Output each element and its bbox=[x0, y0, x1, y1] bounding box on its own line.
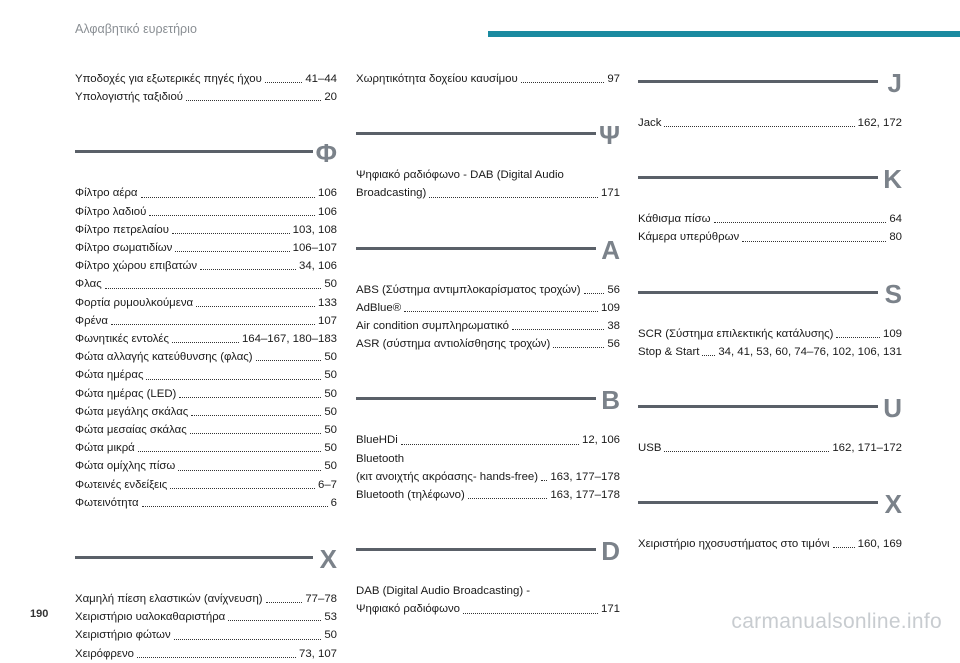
section-header bbox=[638, 395, 902, 439]
entry-term: Φωτεινότητα bbox=[75, 496, 139, 509]
index-section-psi bbox=[356, 122, 620, 202]
index-entry bbox=[75, 608, 337, 626]
index-entry bbox=[356, 468, 620, 486]
entry-term: Φίλτρο λαδιού bbox=[75, 205, 147, 218]
entry-pages: 50 bbox=[324, 278, 337, 291]
index-entry bbox=[75, 645, 337, 663]
dot-leader bbox=[463, 613, 598, 614]
index-entry bbox=[638, 535, 902, 553]
index-entry bbox=[75, 457, 337, 475]
index-entry bbox=[638, 114, 902, 132]
entry-term: BlueHDi bbox=[356, 434, 398, 447]
entry-term-line: Ψηφιακό ραδιόφωνο - DAB (Digital Audio bbox=[356, 169, 564, 182]
entry-term: Φωτεινές ενδείξεις bbox=[75, 478, 168, 491]
section-rule bbox=[638, 501, 878, 504]
entry-term: ASR (σύστημα αντιολίσθησης τροχών) bbox=[356, 338, 551, 351]
index-column-2 bbox=[356, 70, 620, 619]
dot-leader bbox=[170, 488, 315, 489]
entry-pages: 50 bbox=[324, 387, 337, 400]
dot-leader bbox=[175, 251, 289, 252]
entry-pages: 162, 171–172 bbox=[832, 442, 902, 455]
dot-leader bbox=[404, 311, 598, 312]
entry-term: Χωρητικότητα δοχείου καυσίμου bbox=[356, 73, 518, 85]
entry-pages: 106 bbox=[317, 187, 337, 200]
dot-leader bbox=[186, 100, 321, 101]
dot-leader bbox=[265, 82, 303, 83]
section-rule bbox=[638, 291, 878, 294]
index-column-1 bbox=[75, 70, 337, 663]
section-rule bbox=[356, 548, 596, 551]
entry-term: Φώτα μεσαίας σκάλας bbox=[75, 424, 187, 437]
section-letter: Φ bbox=[315, 138, 337, 169]
dot-leader bbox=[190, 433, 322, 434]
index-entry bbox=[75, 203, 337, 221]
section-letter: S bbox=[884, 278, 902, 309]
section-letter: K bbox=[883, 164, 902, 195]
entry-pages: 50 bbox=[324, 369, 337, 382]
dot-leader bbox=[172, 233, 290, 234]
index-entry bbox=[75, 403, 337, 421]
index-entry bbox=[356, 184, 620, 202]
entry-term: Φίλτρο σωματιδίων bbox=[75, 242, 173, 255]
entry-pages: 103, 108 bbox=[292, 223, 337, 236]
entry-pages: 6–7 bbox=[317, 478, 337, 491]
index-section-a bbox=[356, 234, 620, 354]
index-section-u bbox=[638, 395, 902, 457]
section-rule bbox=[356, 132, 596, 135]
entry-term: Stop & Start bbox=[638, 345, 700, 358]
entry-term-line: DAB (Digital Audio Broadcasting) - bbox=[356, 585, 531, 598]
section-letter: U bbox=[883, 393, 902, 424]
index-entry bbox=[75, 275, 337, 293]
entry-pages: 56 bbox=[607, 338, 620, 351]
section-letter: X bbox=[884, 489, 902, 520]
section-letter: B bbox=[601, 385, 620, 416]
dot-leader bbox=[429, 197, 598, 198]
dot-leader bbox=[256, 360, 322, 361]
dot-leader bbox=[836, 337, 880, 338]
dot-leader bbox=[401, 444, 579, 445]
section-header bbox=[356, 122, 620, 166]
index-section-d bbox=[356, 538, 620, 618]
entry-pages: 163, 177–178 bbox=[550, 470, 620, 483]
entry-pages: 41–44 bbox=[305, 73, 337, 85]
section-header bbox=[356, 387, 620, 431]
dot-leader bbox=[553, 347, 604, 348]
dot-leader bbox=[664, 126, 854, 127]
section-rule bbox=[638, 405, 878, 408]
entry-term: Φώτα ομίχλης πίσω bbox=[75, 460, 176, 473]
dot-leader bbox=[664, 451, 829, 452]
dot-leader bbox=[111, 324, 315, 325]
dot-leader bbox=[149, 215, 315, 216]
entry-term: Φίλτρο αέρα bbox=[75, 187, 138, 200]
entry-term: Broadcasting) bbox=[356, 187, 427, 200]
index-entry bbox=[356, 600, 620, 618]
entry-term: Φίλτρο χώρου επιβατών bbox=[75, 260, 198, 273]
entry-term: Φορτία ρυμουλκούμενα bbox=[75, 296, 194, 309]
section-rule bbox=[75, 150, 313, 153]
index-column-3 bbox=[638, 70, 902, 553]
entry-term-line: Bluetooth bbox=[356, 452, 405, 465]
index-entry bbox=[75, 88, 337, 106]
index-entry bbox=[75, 439, 337, 457]
entry-pages: 97 bbox=[607, 73, 620, 85]
entry-term: Bluetooth (τηλέφωνο) bbox=[356, 489, 465, 502]
entry-pages: 50 bbox=[324, 442, 337, 455]
section-letter: Ψ bbox=[598, 120, 620, 151]
entry-pages: 106 bbox=[317, 205, 337, 218]
section-header bbox=[75, 140, 337, 184]
header-title: Αλφαβητικό ευρετήριο bbox=[75, 22, 197, 36]
dot-leader bbox=[228, 620, 321, 621]
dot-leader bbox=[137, 657, 296, 658]
entry-term: Χειριστήριο υαλοκαθαριστήρα bbox=[75, 611, 226, 624]
index-entry bbox=[75, 366, 337, 384]
section-letter: J bbox=[887, 68, 902, 98]
dot-leader bbox=[714, 222, 887, 223]
index-section-phi bbox=[75, 140, 337, 512]
entry-pages: 56 bbox=[607, 283, 620, 296]
header-accent-bar bbox=[488, 31, 960, 37]
entry-pages: 80 bbox=[889, 231, 902, 244]
dot-leader bbox=[512, 329, 604, 330]
entry-term: Υποδοχές για εξωτερικές πηγές ήχου bbox=[75, 73, 262, 85]
dot-leader bbox=[191, 415, 321, 416]
entry-pages: 50 bbox=[324, 424, 337, 437]
dot-leader bbox=[541, 480, 547, 481]
entry-pages: 64 bbox=[889, 213, 902, 226]
entry-pages: 20 bbox=[324, 91, 337, 104]
index-entry bbox=[638, 325, 902, 343]
entry-pages: 109 bbox=[882, 327, 902, 340]
dot-leader bbox=[178, 470, 321, 471]
index-entry bbox=[75, 294, 337, 312]
entry-term: Κάμερα υπερύθρων bbox=[638, 231, 740, 244]
index-entry bbox=[75, 257, 337, 275]
entry-pages: 171 bbox=[600, 187, 620, 200]
section-rule bbox=[356, 397, 596, 400]
section-letter: A bbox=[601, 234, 620, 265]
section-rule bbox=[638, 80, 878, 83]
index-entry bbox=[638, 228, 902, 246]
index-entry bbox=[75, 70, 337, 88]
entry-pages: 162, 172 bbox=[857, 117, 902, 129]
index-section-j bbox=[638, 70, 902, 132]
dot-leader bbox=[141, 197, 315, 198]
entry-pages: 53 bbox=[324, 611, 337, 624]
entry-pages: 12, 106 bbox=[581, 434, 620, 447]
entry-term: Χαμηλή πίεση ελαστικών (ανίχνευση) bbox=[75, 593, 263, 606]
entry-pages: 34, 106 bbox=[298, 260, 337, 273]
index-entry bbox=[75, 184, 337, 202]
index-section-b bbox=[356, 387, 620, 504]
index-entry bbox=[75, 348, 337, 366]
dot-leader bbox=[742, 241, 886, 242]
entry-term: Χειριστήριο ηχοσυστήματος στο τιμόνι bbox=[638, 538, 830, 551]
index-entry bbox=[75, 421, 337, 439]
dot-leader bbox=[179, 397, 321, 398]
entry-pages: 6 bbox=[330, 496, 337, 509]
entry-pages: 133 bbox=[317, 296, 337, 309]
entry-pages: 34, 41, 53, 60, 74–76, 102, 106, 131 bbox=[718, 345, 902, 358]
index-section-x bbox=[638, 491, 902, 553]
dot-leader bbox=[266, 602, 303, 603]
entry-pages: 50 bbox=[324, 460, 337, 473]
section-letter: D bbox=[601, 536, 620, 567]
section-header bbox=[638, 166, 902, 210]
section-header bbox=[75, 546, 337, 590]
entry-pages: 50 bbox=[324, 405, 337, 418]
entry-term: Φώτα μεγάλης σκάλας bbox=[75, 405, 189, 418]
entry-term: Ψηφιακό ραδιόφωνο bbox=[356, 603, 460, 616]
section-header bbox=[356, 538, 620, 582]
dot-leader bbox=[196, 306, 315, 307]
index-entry bbox=[75, 476, 337, 494]
entry-term: SCR (Σύστημα επιλεκτικής κατάλυσης) bbox=[638, 327, 834, 340]
dot-leader bbox=[142, 506, 328, 507]
entry-term: AdBlue® bbox=[356, 301, 402, 314]
section-header bbox=[356, 234, 620, 281]
entry-pages: 73, 107 bbox=[298, 647, 337, 660]
entry-pages: 171 bbox=[600, 603, 620, 616]
section-header bbox=[638, 278, 902, 325]
entry-term: Κάθισμα πίσω bbox=[638, 213, 711, 226]
entry-term: Φώτα ημέρας (LED) bbox=[75, 387, 177, 400]
index-entry bbox=[356, 317, 620, 335]
entry-term: Φλας bbox=[75, 278, 102, 291]
entry-pages: 164–167, 180–183 bbox=[241, 333, 337, 346]
entry-term: Χειριστήριο φώτων bbox=[75, 629, 171, 642]
index-entry bbox=[75, 312, 337, 330]
index-entry bbox=[75, 330, 337, 348]
index-entry bbox=[75, 385, 337, 403]
entry-term: Χειρόφρενο bbox=[75, 647, 134, 660]
entry-term: USB bbox=[638, 442, 662, 455]
page-number: 190 bbox=[30, 608, 49, 620]
section-header bbox=[638, 491, 902, 535]
entry-term: Φρένα bbox=[75, 314, 108, 327]
index-section-s bbox=[638, 278, 902, 361]
dot-leader bbox=[146, 379, 321, 380]
dot-leader bbox=[702, 355, 715, 356]
index-entry bbox=[356, 281, 620, 299]
index-entry bbox=[75, 590, 337, 608]
entry-term: Φώτα αλλαγής κατεύθυνσης (φλας) bbox=[75, 351, 253, 364]
index-entry bbox=[356, 486, 620, 504]
index-entry bbox=[75, 239, 337, 257]
index-entry bbox=[75, 494, 337, 512]
dot-leader bbox=[200, 269, 296, 270]
entry-pages: 107 bbox=[317, 314, 337, 327]
index-entry bbox=[356, 431, 620, 449]
entry-term: Φώτα μικρά bbox=[75, 442, 135, 455]
dot-leader bbox=[172, 342, 239, 343]
entry-term: Φωνητικές εντολές bbox=[75, 333, 169, 346]
index-entry bbox=[75, 626, 337, 644]
section-rule bbox=[356, 247, 596, 250]
dot-leader bbox=[833, 547, 855, 548]
entry-term: Jack bbox=[638, 117, 662, 129]
dot-leader bbox=[105, 288, 322, 289]
entry-term: Air condition συμπληρωματικό bbox=[356, 320, 510, 333]
index-entry bbox=[356, 70, 620, 88]
dot-leader bbox=[468, 498, 548, 499]
entry-term: Υπολογιστής ταξιδιού bbox=[75, 91, 184, 104]
index-entry bbox=[75, 221, 337, 239]
index-entry bbox=[638, 343, 902, 361]
entry-term: (κιτ ανοιχτής ακρόασης- hands-free) bbox=[356, 470, 539, 483]
entry-pages: 38 bbox=[607, 320, 620, 333]
index-entry bbox=[356, 335, 620, 353]
section-header bbox=[638, 70, 902, 114]
dot-leader bbox=[138, 451, 322, 452]
index-entry bbox=[638, 439, 902, 457]
index-section-k bbox=[638, 166, 902, 246]
section-rule bbox=[638, 176, 878, 179]
dot-leader bbox=[584, 293, 605, 294]
index-entry bbox=[638, 210, 902, 228]
entry-pages: 160, 169 bbox=[857, 538, 902, 551]
entry-pages: 109 bbox=[600, 301, 620, 314]
entry-pages: 50 bbox=[324, 351, 337, 364]
dot-leader bbox=[521, 82, 605, 83]
entry-term: Φώτα ημέρας bbox=[75, 369, 144, 382]
entry-pages: 50 bbox=[324, 629, 337, 642]
entry-pages: 163, 177–178 bbox=[550, 489, 620, 502]
watermark: carmanualsonline.info bbox=[731, 610, 942, 633]
entry-pages: 106–107 bbox=[292, 242, 337, 255]
entry-term: ABS (Σύστημα αντιμπλοκαρίσματος τροχών) bbox=[356, 283, 581, 296]
section-rule bbox=[75, 556, 313, 559]
entry-pages: 77–78 bbox=[305, 593, 337, 606]
section-letter: Χ bbox=[319, 544, 337, 575]
entry-term: Φίλτρο πετρελαίου bbox=[75, 223, 169, 236]
index-section-chi bbox=[75, 546, 337, 663]
index-entry bbox=[356, 299, 620, 317]
